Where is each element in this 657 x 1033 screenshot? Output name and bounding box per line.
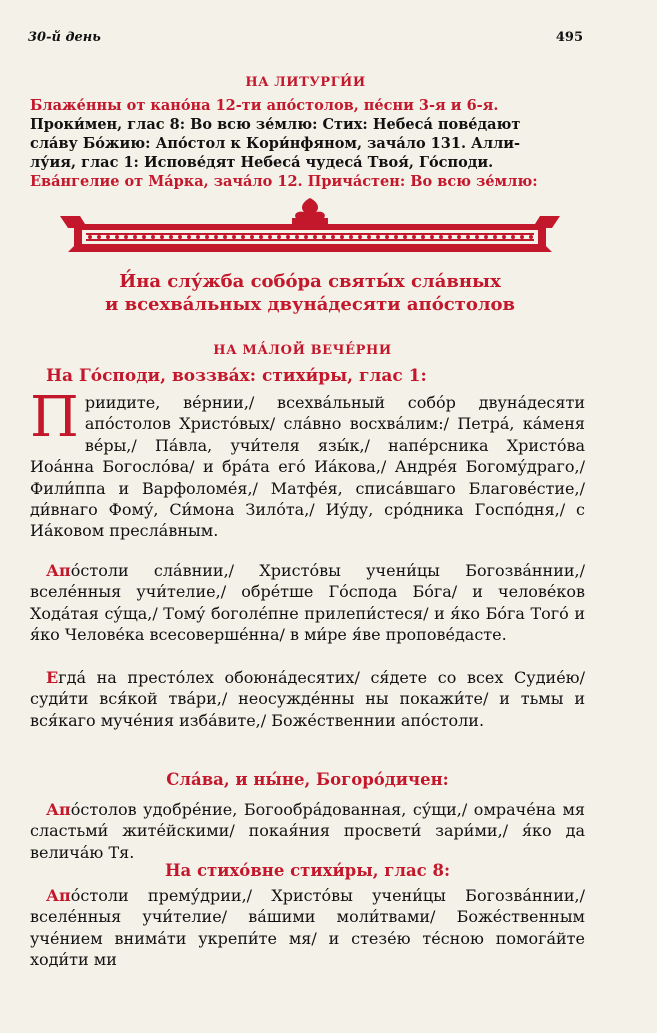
ornament-dot [241, 235, 245, 239]
ornament-dot [277, 235, 281, 239]
ornament-dot [385, 235, 389, 239]
ornament-dot [187, 235, 191, 239]
ornament-dot [529, 235, 533, 239]
ornament-dot [142, 235, 146, 239]
ornament-dot [232, 235, 236, 239]
ornament-dot [430, 235, 434, 239]
aposticha-heading: На стихо́вне стихи́ры, глас 8: [164, 861, 451, 880]
hymn-1-text: риидите, ве́рнии,/ всехва́льный собо́р двуна́десяти апо́столов Христо́вых/ сла́вно восхва́лим:/ Петра́, ка́меня ве́ры,/ Па́вла, учи́теля язы́к,/ напе́рсника Христо́ва Иоа́нна Богосло́ва/ и бра́та его́ Иа́кова,/ Андре́я Богому́драго,/ Фили́ппа и Варфоломе́я,/ Матфе́я, списа́вшаго Благове́стие,/ ди́внаго Фому́, Си́мона Зило́та,/ Иу́ду, сро́дника Госпо́дня,/ с Иа́ковом пресла́вным. [30, 393, 585, 541]
ornament-dot [169, 235, 173, 239]
ornament-dot [457, 235, 461, 239]
liturgy-line-1: Блаже́нны от кано́на 12-ти апо́столов, пе́сни 3-я и 6-я. [30, 97, 499, 114]
running-header [28, 30, 583, 45]
theotokion-text: о́столов удобре́ние, Богообра́дованная, су́щи,/ омраче́на мя сластьми́ жите́йскими/ покая́ния просвети́ зари́ми,/ я́ко да велича́ю Тя. [30, 800, 585, 862]
liturgy-heading: НА ЛИТУРГИ́И [245, 75, 366, 90]
ornament-dot [412, 235, 416, 239]
ornament-dot [196, 235, 200, 239]
ornament-dot [520, 235, 524, 239]
ornament-dot [439, 235, 443, 239]
ornament-dot [286, 235, 290, 239]
ornament-dot [106, 235, 110, 239]
ornament-dot [358, 235, 362, 239]
ornament-dot [394, 235, 398, 239]
ornament-dot [367, 235, 371, 239]
ornament-dot [304, 235, 308, 239]
service-title [40, 270, 580, 316]
ornament-dot [151, 235, 155, 239]
hymn-1 [30, 385, 585, 542]
ornament-dot [376, 235, 380, 239]
ornament-dot [97, 235, 101, 239]
hymn-2 [30, 560, 585, 646]
ornament-dot [466, 235, 470, 239]
hymn-3-initial: Е [46, 668, 59, 687]
hymn-2-text: о́столи сла́внии,/ Христо́вы учени́цы Богозва́ннии,/ вселе́нныя учи́телие,/ обре́тше Го́спода Бо́га/ и челове́ков Хода́тая су́ща,/ Тому́ боголе́пне прилепи́стеся/ и я́ко Бо́га Того́ и я́ко Челове́ка всесоверше́нна/ в ми́ре я́ве пропове́дасте. [30, 561, 585, 645]
ornament-dot [421, 235, 425, 239]
ornament-dot [448, 235, 452, 239]
stikhira-header: На Го́споди, воззва́х: стихи́ры, глас 1: [46, 366, 427, 386]
ornament-dot [88, 235, 92, 239]
ornament-dot [493, 235, 497, 239]
aposticha-hymn [30, 885, 585, 971]
ornament-dot [313, 235, 317, 239]
hymn-2-initial: Ап [46, 561, 71, 580]
page-number: 495 [555, 30, 583, 45]
hymn-3-text: гда́ на престо́лех обоюна́десятих/ ся́дете со всех Судие́ю/ суди́ти вся́кой тва́ри,/ неосужде́нны ны покажи́те/ и тьмы и вся́каго муче́ния изба́вите,/ Боже́ственнии апо́столи. [30, 668, 585, 730]
ornament-dot [205, 235, 209, 239]
ornament-dot [511, 235, 515, 239]
ornament-dot [295, 235, 299, 239]
ornament-dot [115, 235, 119, 239]
ornament-dot [124, 235, 128, 239]
ornament-dot [340, 235, 344, 239]
liturgy-line-5: Ева́нгелие от Ма́рка, зача́ло 12. Прича́стен: Во всю зе́млю: [30, 173, 538, 190]
liturgy-rubrics [30, 96, 585, 191]
ornament-dot [331, 235, 335, 239]
liturgy-line-2: Проки́мен, глас 8: Во всю зе́млю: Стих: Небеса́ пове́дают [30, 116, 521, 133]
ornament-dot [502, 235, 506, 239]
hymn-3 [30, 667, 585, 731]
aposticha-initial: Ап [46, 886, 71, 905]
glory-heading: Сла́ва, и ны́не, Богоро́дичен: [166, 770, 449, 789]
service-title-line-1: И́на слу́жба собо́ра святы́х сла́вных [119, 271, 501, 292]
ornament-dot [133, 235, 137, 239]
theotokion-initial: Ап [46, 800, 71, 819]
aposticha-text: о́столи прему́дрии,/ Христо́вы учени́цы Богозва́ннии,/ вселе́нныя учи́телие/ ва́шими моли́твами/ Боже́ственным уче́нием внима́ти укрепи́те мя/ и стезе́ю те́сною помога́йте ходи́ти ми [30, 886, 585, 970]
ornament-dot [160, 235, 164, 239]
ornament-dot [259, 235, 263, 239]
ornament-dot [223, 235, 227, 239]
ornamental-band [60, 198, 560, 254]
service-title-line-2: и всехва́льных двуна́десяти апо́столов [104, 294, 516, 315]
drop-cap: П [30, 385, 79, 450]
ornament-dot [475, 235, 479, 239]
ornament-dot [268, 235, 272, 239]
day-label: 30-й день [28, 30, 101, 45]
liturgy-line-3: сла́ву Бо́жию: Апо́стол к Кори́нфяном, зача́ло 131. Алли- [30, 135, 521, 152]
ornament-dot [484, 235, 488, 239]
theotokion [30, 799, 585, 863]
ornament-dot [322, 235, 326, 239]
ornament-dot [214, 235, 218, 239]
liturgy-line-4: лу́ия, глас 1: Испове́дят Небеса́ чудеса́ Твоя́, Го́споди. [30, 154, 494, 171]
ornament-dot [250, 235, 254, 239]
ornament-dot [349, 235, 353, 239]
ornament-dot [178, 235, 182, 239]
vespers-heading: НА МА́ЛОЙ ВЕЧЕ́РНИ [213, 343, 392, 358]
ornament-dot [403, 235, 407, 239]
